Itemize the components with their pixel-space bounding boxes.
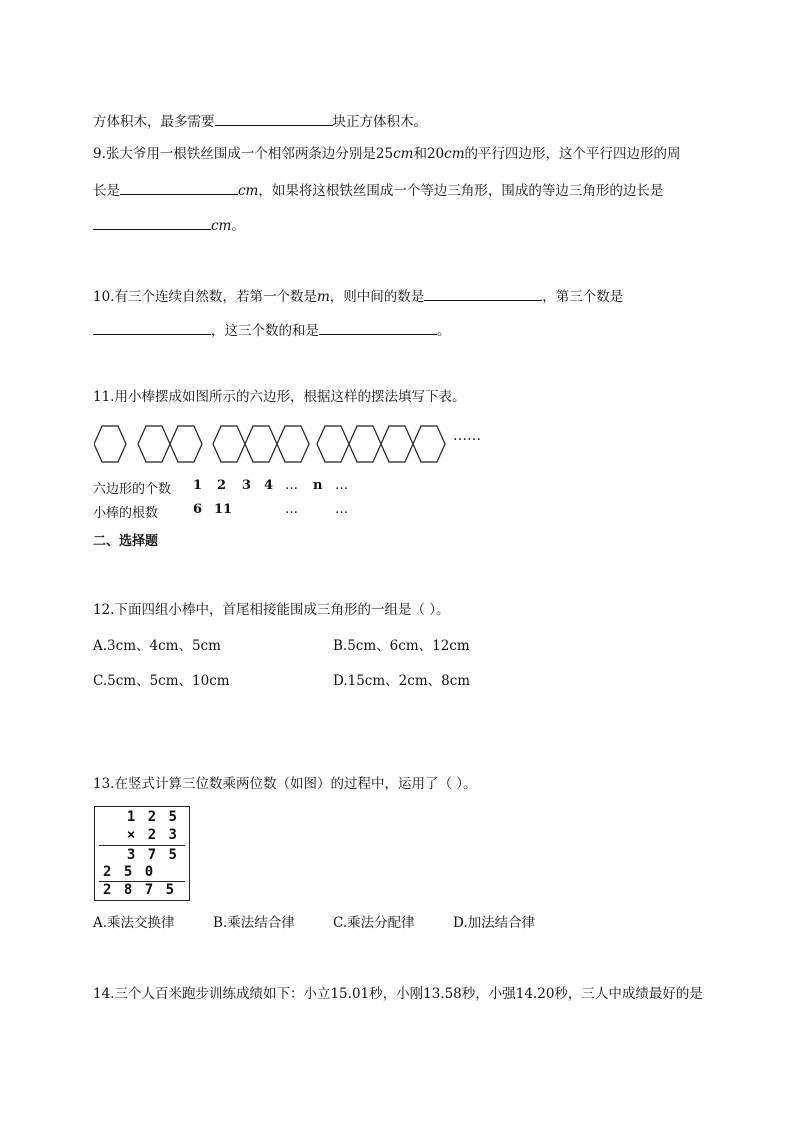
- q13-option-b[interactable]: B.乘法结合律: [213, 915, 295, 931]
- q8-line: [93, 111, 427, 131]
- q13-option-a[interactable]: A.乘法交换律: [93, 915, 175, 931]
- hexagon-ellipsis: ……: [453, 428, 481, 444]
- q10-text-d: ，这三个数的和是: [211, 323, 319, 339]
- q9-line3: [93, 215, 245, 235]
- q13-option-c[interactable]: C.乘法分配律: [333, 915, 415, 931]
- q12-option-a[interactable]: A.3cm、4cm、5cm: [93, 638, 221, 654]
- calc-row: 1 2 5: [126, 809, 179, 825]
- q10-var: m: [316, 289, 330, 305]
- q10-text-b: ，则中间的数是: [329, 289, 425, 305]
- hexagon: [245, 426, 277, 462]
- hexagon: [138, 426, 170, 462]
- calc-row: 2 5 0: [103, 864, 156, 880]
- q10-blank-sum[interactable]: [319, 320, 437, 335]
- table-row1-cell: 4: [264, 478, 274, 493]
- table-row1-cell: 1: [193, 478, 203, 493]
- hexagon: [317, 426, 349, 462]
- q12-option-b[interactable]: B.5cm、6cm、12cm: [333, 638, 470, 654]
- table-row1-cell: …: [285, 478, 298, 493]
- q9-n2: 20: [426, 146, 445, 162]
- table-row1-label: 六边形的个数: [93, 482, 172, 497]
- q12-option-c[interactable]: C.5cm、5cm、10cm: [93, 673, 230, 689]
- q8-blank[interactable]: [215, 111, 333, 126]
- hexagon-sequence: [94, 424, 494, 464]
- hexagon-figure: [94, 424, 494, 468]
- q10-blank-third[interactable]: [93, 320, 211, 335]
- section-heading: 二、选择题: [93, 534, 159, 549]
- table-row2-label: 小棒的根数: [93, 506, 159, 521]
- q9-blank-perimeter[interactable]: [120, 180, 238, 195]
- q9-text-a: 9.张大爷用一根铁丝围成一个相邻两条边分别是: [93, 146, 376, 162]
- q8-text-before: 方体积木，最多需要: [93, 114, 215, 130]
- hexagon: [170, 426, 202, 462]
- q10-line2: [93, 320, 451, 340]
- table-row2-cell: 11: [214, 502, 233, 517]
- table-row2-cell: 6: [193, 502, 203, 517]
- hexagon: [94, 426, 126, 462]
- table-row2-cell: …: [285, 502, 298, 517]
- q10-blank-middle[interactable]: [424, 286, 542, 301]
- hexagon: [277, 426, 309, 462]
- q9-end: 。: [231, 218, 245, 234]
- q14-text: 14.三个人百米跑步训练成绩如下：小立15.01秒，小刚13.58秒，小强14.20秒，三人中成绩最好的是: [93, 986, 703, 1002]
- q9-unit1: cm: [393, 146, 414, 162]
- q9-conj: 和: [413, 146, 427, 162]
- calc-row: 3 7 5: [126, 847, 179, 863]
- q9-text-c: 长是: [93, 183, 120, 199]
- q10-line1: [93, 286, 623, 306]
- table-row2-cell: …: [335, 502, 348, 517]
- q13-text: 13.在竖式计算三位数乘两位数（如图）的过程中，运用了（ ）。: [93, 776, 477, 792]
- calc-divider: [99, 845, 185, 846]
- q10-text-c: ，第三个数是: [542, 289, 624, 305]
- table-row1-cell: 2: [217, 478, 227, 493]
- q9-n1: 25: [375, 146, 394, 162]
- hexagon: [413, 426, 445, 462]
- calc-row: × 2 3: [126, 827, 179, 843]
- q9-line1: [93, 145, 681, 163]
- table-row1-cell: …: [335, 478, 348, 493]
- q9-text-b: 的平行四边形，这个平行四边形的周: [464, 146, 681, 162]
- table-row1-cell: n: [313, 478, 323, 493]
- q8-text-after: 块正方体积木。: [332, 114, 427, 130]
- q12-option-d[interactable]: D.15cm、2cm、8cm: [333, 673, 471, 689]
- q11-text: 11.用小棒摆成如图所示的六边形，根据这样的摆法填写下表。: [93, 389, 466, 405]
- hexagon: [349, 426, 381, 462]
- q9-line2: [93, 180, 663, 200]
- q9-text-d: ，如果将这根铁丝围成一个等边三角形，围成的等边三角形的边长是: [258, 183, 664, 199]
- q9-unit4: cm: [211, 218, 232, 234]
- hexagon: [213, 426, 245, 462]
- q10-end: 。: [437, 323, 451, 339]
- q9-unit3: cm: [238, 183, 259, 199]
- q9-unit2: cm: [444, 146, 465, 162]
- table-row1-cell: 3: [242, 478, 252, 493]
- calc-row: 2 8 7 5: [103, 882, 177, 898]
- q10-text-a: 10.有三个连续自然数，若第一个数是: [93, 289, 317, 305]
- q12-text: 12.下面四组小棒中，首尾相接能围成三角形的一组是（ ）。: [93, 602, 450, 618]
- hexagon: [381, 426, 413, 462]
- q13-option-d[interactable]: D.加法结合律: [453, 915, 536, 931]
- q9-blank-side[interactable]: [93, 215, 211, 230]
- vertical-multiplication-figure: [94, 806, 190, 901]
